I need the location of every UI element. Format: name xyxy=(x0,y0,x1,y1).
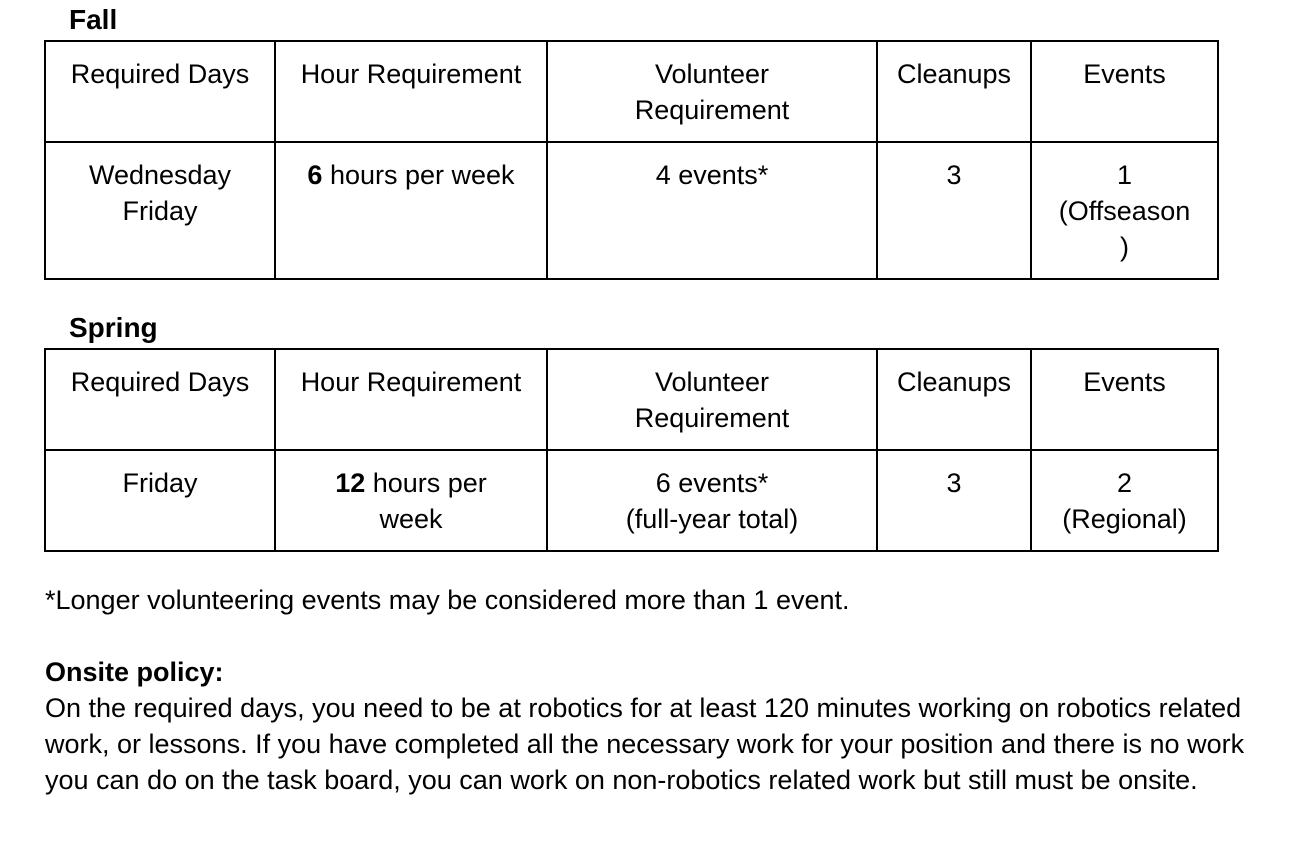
spring-cleanups-cell: 3 xyxy=(877,450,1031,551)
spring-volunteer-cell xyxy=(547,450,877,551)
spring-volunteer-line-1: 6 events* xyxy=(655,468,769,498)
spring-header-required-days: Required Days xyxy=(45,349,275,450)
spring-header-cleanups: Cleanups xyxy=(877,349,1031,450)
spring-data-row xyxy=(45,450,1218,551)
fall-header-volunteer-requirement: Volunteer Requirement xyxy=(547,41,877,142)
onsite-policy-title: Onsite policy: xyxy=(45,657,224,687)
fall-days-line-1: Wednesday xyxy=(88,160,232,190)
fall-header-hour-requirement: Hour Requirement xyxy=(275,41,547,142)
fall-cleanups-cell: 3 xyxy=(877,142,1031,279)
spring-header-row xyxy=(45,349,1218,450)
fall-events-line-3: ) xyxy=(1120,232,1129,262)
footnote: *Longer volunteering events may be considered more than 1 event. xyxy=(45,585,850,615)
spring-events-line-2: (Regional) xyxy=(1062,504,1187,534)
fall-data-row xyxy=(45,142,1218,279)
spring-heading: Spring xyxy=(69,312,158,343)
fall-hour-requirement-cell xyxy=(275,142,547,279)
fall-required-days-cell xyxy=(45,142,275,279)
spring-required-days-cell: Friday xyxy=(45,450,275,551)
spring-table xyxy=(44,348,1219,552)
spring-volunteer-line-2: (full-year total) xyxy=(625,504,799,534)
fall-header-events: Events xyxy=(1031,41,1218,142)
fall-table xyxy=(44,40,1219,280)
fall-events-cell xyxy=(1031,142,1218,279)
spring-events-line-1: 2 xyxy=(1116,468,1133,498)
fall-header-required-days: Required Days xyxy=(45,41,275,142)
fall-volunteer-line-1: 4 events* xyxy=(655,160,769,190)
fall-heading: Fall xyxy=(69,4,118,35)
fall-events-line-1: 1 xyxy=(1116,160,1133,190)
fall-volunteer-cell xyxy=(547,142,877,279)
fall-days-line-2: Friday xyxy=(122,196,198,226)
fall-hours-number: 6 xyxy=(307,160,323,190)
fall-hours-text: hours per week xyxy=(322,160,515,190)
spring-hours-text-line-1: hours per xyxy=(365,468,487,498)
spring-hours-text-line-2: week xyxy=(379,504,443,534)
spring-header-events: Events xyxy=(1031,349,1218,450)
fall-header-cleanups: Cleanups xyxy=(877,41,1031,142)
fall-header-row xyxy=(45,41,1218,142)
spring-header-hour-requirement: Hour Requirement xyxy=(275,349,547,450)
spring-events-cell xyxy=(1031,450,1218,551)
spring-header-volunteer-requirement: Volunteer Requirement xyxy=(547,349,877,450)
fall-events-line-2: (Offseason xyxy=(1058,196,1191,226)
onsite-policy-body: On the required days, you need to be at robotics for at least 120 minutes working on robotics related work, or lessons. If you have completed all the necessary work for your position and there is no work you can do on the task board, you can work on non-robotics related work but still must be onsite. xyxy=(45,693,1245,795)
spring-hours-number: 12 xyxy=(335,468,366,498)
spring-hour-requirement-cell xyxy=(275,450,547,551)
